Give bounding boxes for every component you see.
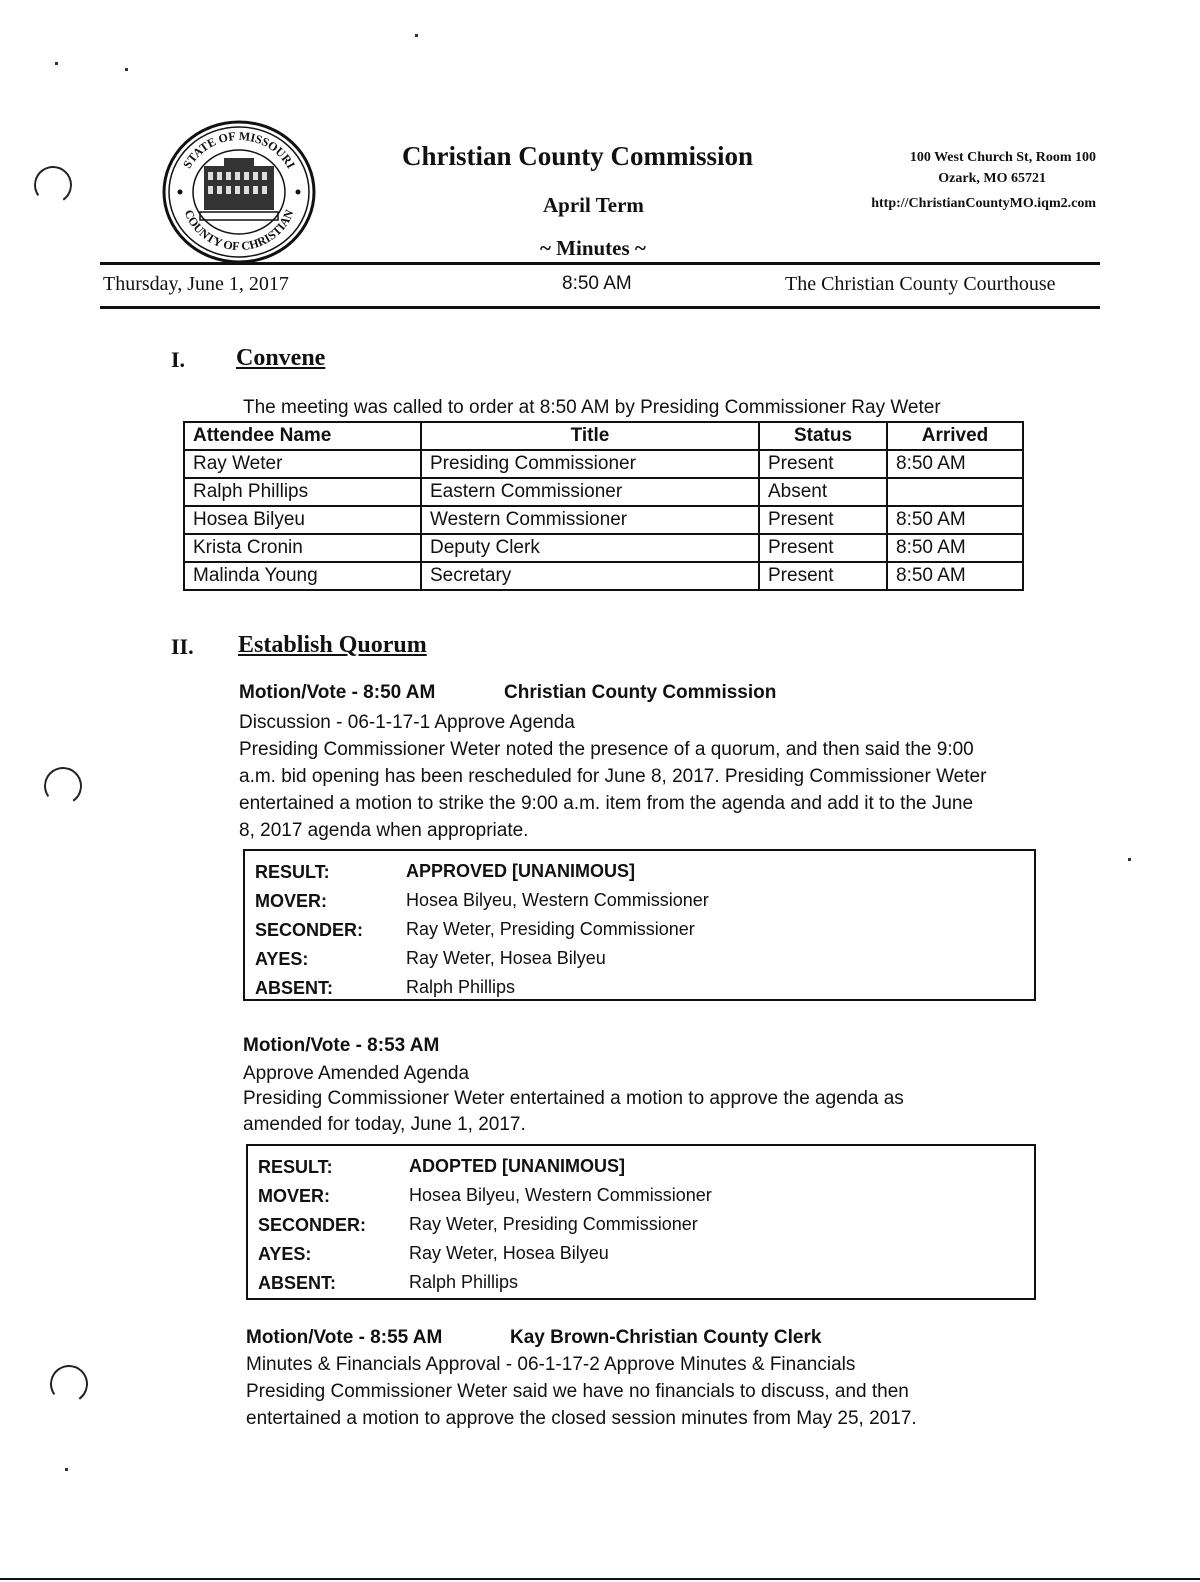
header-rule-bottom (100, 306, 1100, 309)
motion-heading: Motion/Vote - 8:53 AM (243, 1035, 440, 1056)
vote-result-box (246, 1144, 1036, 1300)
commission-title: Christian County Commission (402, 141, 754, 171)
meeting-location: The Christian County Courthouse (785, 273, 1056, 295)
motion-body-line: Presiding Commissioner Weter entertained a motion to approve the agenda as (243, 1088, 904, 1109)
column-header: Status (759, 422, 887, 450)
attendee-title: Western Commissioner (421, 506, 759, 534)
result-label: RESULT: (258, 1157, 333, 1177)
mover-label: MOVER: (258, 1186, 330, 1206)
scan-speck (1128, 858, 1131, 861)
svg-text:COUNTY OF CHRISTIAN: COUNTY OF CHRISTIAN (181, 207, 297, 254)
punch-hole-top (31, 163, 75, 207)
address-line-2: Ozark, MO 65721 (938, 171, 1046, 186)
attendee-name: Malinda Young (184, 562, 421, 590)
motion-body-line: a.m. bid opening has been rescheduled for June 8, 2017. Presiding Commissioner Weter (239, 766, 987, 787)
motion-heading: Motion/Vote - 8:55 AM (246, 1327, 443, 1348)
meeting-time: 8:50 AM (562, 273, 632, 294)
motion-body-line: entertained a motion to strike the 9:00 a.m. item from the agenda and add it to the June (239, 793, 974, 814)
attendee-status: Absent (759, 478, 887, 506)
address-line-1: 100 West Church St, Room 100 (909, 150, 1096, 165)
motion-by: Christian County Commission (504, 682, 777, 703)
punch-hole-middle (41, 764, 85, 808)
column-header: Arrived (887, 422, 1023, 450)
attendee-name: Krista Cronin (184, 534, 421, 562)
section-number: II. (171, 634, 194, 659)
vote-result-box (243, 849, 1036, 1001)
mover-value: Hosea Bilyeu, Western Commissioner (406, 890, 709, 910)
attendee-name: Ralph Phillips (184, 478, 421, 506)
seconder-value: Ray Weter, Presiding Commissioner (406, 919, 695, 939)
table-row (184, 562, 1023, 590)
scan-speck (65, 1468, 68, 1471)
motion-subject: Minutes & Financials Approval - 06-1-17-2 Approve Minutes & Financials (246, 1354, 856, 1375)
attendee-title: Secretary (421, 562, 759, 590)
absent-label: ABSENT: (258, 1273, 337, 1293)
attendee-arrived (887, 478, 1023, 506)
page-bottom-edge (0, 1578, 1200, 1580)
attendee-arrived: 8:50 AM (887, 506, 1023, 534)
result-label: RESULT: (255, 862, 330, 882)
scan-speck (55, 62, 58, 65)
attendance-table (183, 421, 1024, 591)
motion-body-line: Presiding Commissioner Weter noted the presence of a quorum, and then said the 9:00 (239, 739, 974, 760)
motion-body-line: amended for today, June 1, 2017. (243, 1114, 526, 1135)
motion-subject: Approve Amended Agenda (243, 1063, 470, 1084)
motion-heading: Motion/Vote - 8:50 AM (239, 682, 436, 703)
mover-value: Hosea Bilyeu, Western Commissioner (409, 1185, 712, 1205)
ayes-label: AYES: (255, 949, 309, 969)
table-row (184, 450, 1023, 478)
term-label: April Term (543, 193, 644, 217)
section-number: I. (171, 347, 186, 372)
absent-value: Ralph Phillips (406, 977, 516, 997)
absent-value: Ralph Phillips (409, 1272, 519, 1292)
attendee-name: Ray Weter (184, 450, 421, 478)
attendee-status: Present (759, 562, 887, 590)
attendee-arrived: 8:50 AM (887, 562, 1023, 590)
meeting-date: Thursday, June 1, 2017 (103, 273, 289, 295)
attendee-title: Presiding Commissioner (421, 450, 759, 478)
punch-hole-bottom (47, 1362, 91, 1406)
column-header: Title (421, 422, 759, 450)
svg-text:STATE OF MISSOURI: STATE OF MISSOURI (180, 128, 299, 171)
website-link[interactable]: http://ChristianCountyMO.iqm2.com (871, 196, 1096, 211)
minutes-label: ~ Minutes ~ (540, 236, 646, 260)
motion-body-line: 8, 2017 agenda when appropriate. (239, 820, 529, 841)
scan-speck (415, 34, 418, 37)
section-title: Convene (236, 345, 326, 371)
table-header-row (184, 422, 1023, 450)
attendee-status: Present (759, 450, 887, 478)
mover-label: MOVER: (255, 891, 327, 911)
attendee-name: Hosea Bilyeu (184, 506, 421, 534)
seconder-value: Ray Weter, Presiding Commissioner (409, 1214, 698, 1234)
seconder-label: SECONDER: (258, 1215, 367, 1235)
table-row (184, 534, 1023, 562)
column-header: Attendee Name (184, 422, 421, 450)
ayes-label: AYES: (258, 1244, 312, 1264)
motion-body-line: entertained a motion to approve the closed session minutes from May 25, 2017. (246, 1408, 917, 1429)
attendee-status: Present (759, 506, 887, 534)
motion-by: Kay Brown-Christian County Clerk (510, 1327, 822, 1348)
header-rule-top (100, 262, 1100, 265)
motion-body-line: Presiding Commissioner Weter said we have no financials to discuss, and then (246, 1381, 909, 1402)
attendee-title: Deputy Clerk (421, 534, 759, 562)
attendee-arrived: 8:50 AM (887, 534, 1023, 562)
result-value: ADOPTED [UNANIMOUS] (409, 1156, 625, 1176)
result-value: APPROVED [UNANIMOUS] (406, 861, 636, 881)
attendee-status: Present (759, 534, 887, 562)
table-row (184, 478, 1023, 506)
scan-speck (125, 68, 128, 71)
convene-intro: The meeting was called to order at 8:50 AM by Presiding Commissioner Ray Weter (243, 397, 941, 418)
attendee-arrived: 8:50 AM (887, 450, 1023, 478)
ayes-value: Ray Weter, Hosea Bilyeu (409, 1243, 609, 1263)
absent-label: ABSENT: (255, 978, 334, 998)
county-seal-icon (162, 120, 316, 265)
motion-subject: Discussion - 06-1-17-1 Approve Agenda (239, 712, 575, 733)
table-row (184, 506, 1023, 534)
attendee-title: Eastern Commissioner (421, 478, 759, 506)
section-title: Establish Quorum (238, 632, 427, 658)
ayes-value: Ray Weter, Hosea Bilyeu (406, 948, 606, 968)
seconder-label: SECONDER: (255, 920, 364, 940)
